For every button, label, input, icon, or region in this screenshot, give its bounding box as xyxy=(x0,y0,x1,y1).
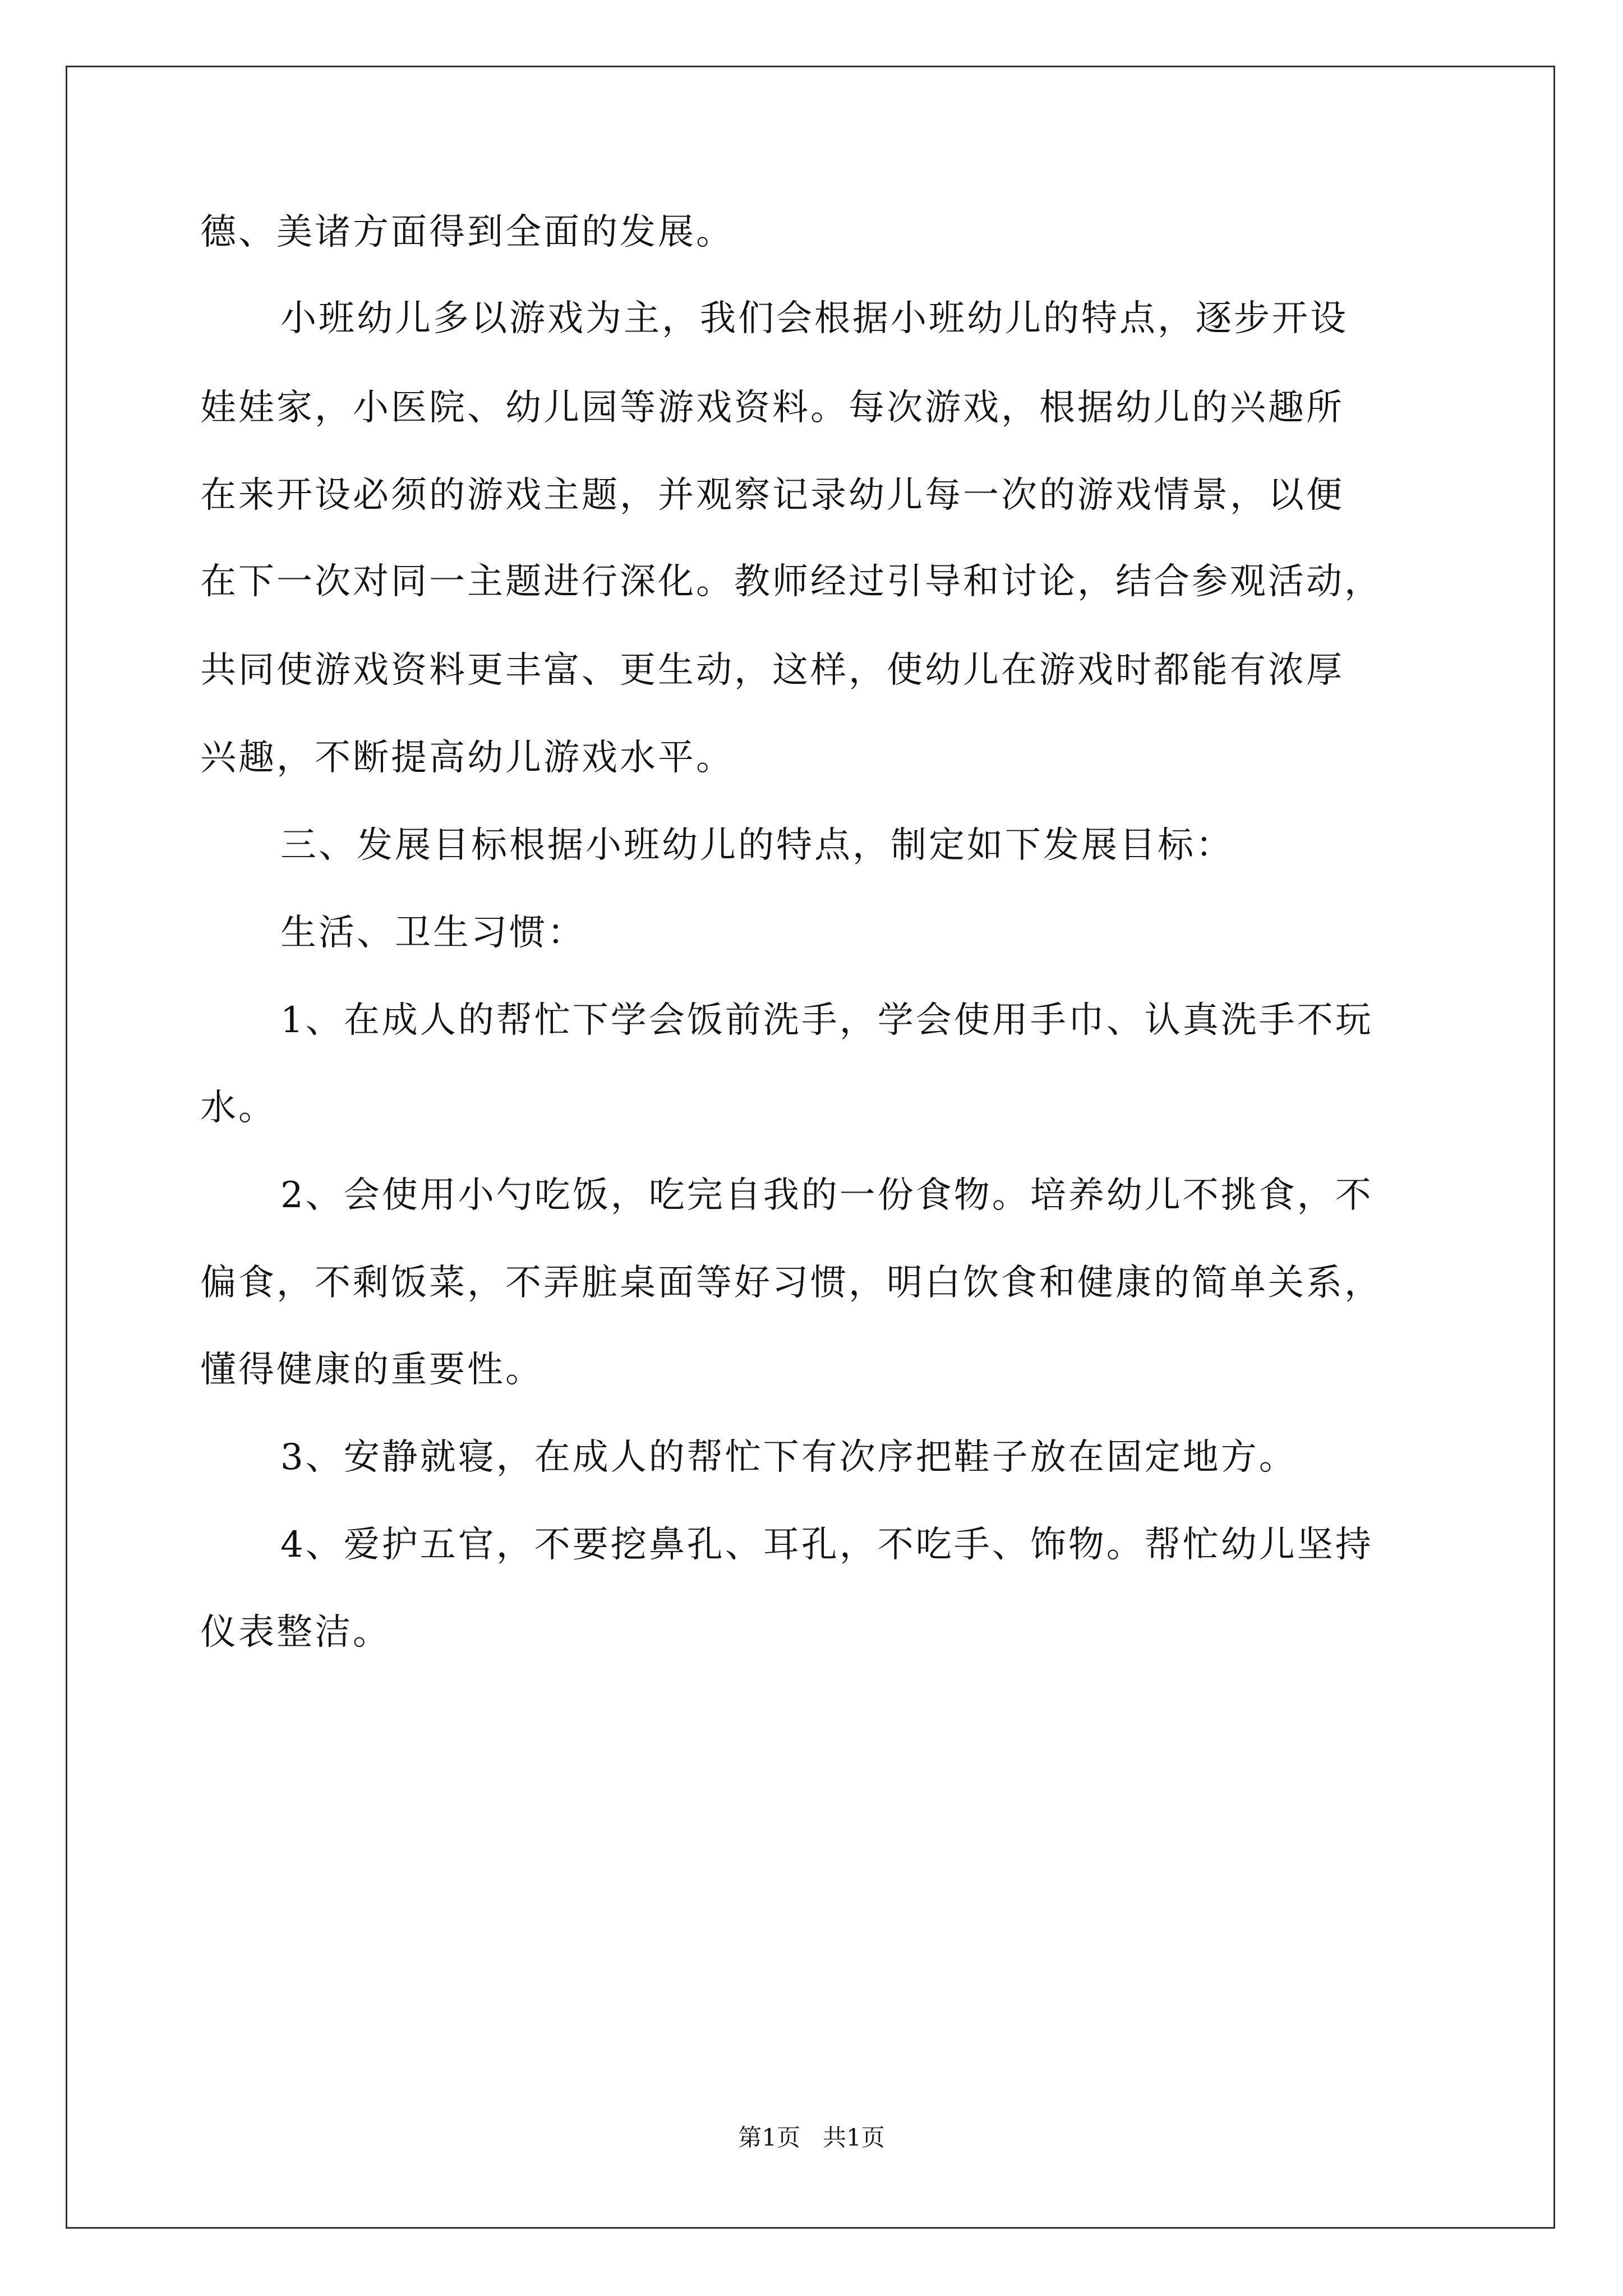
text-line-3: 娃娃家，小医院、幼儿园等游戏资料。每次游戏，根据幼儿的兴趣所 xyxy=(200,387,1344,429)
page-footer: 第1页 共1页 xyxy=(738,2124,885,2151)
text-line-16: 4、爱护五官，不要挖鼻孔、耳孔，不吃手、饰物。帮忙幼儿坚持 xyxy=(280,1524,1373,1566)
text-line-1: 德、美诸方面得到全面的发展。 xyxy=(200,211,734,253)
text-line-6: 共同使游戏资料更丰富、更生动，这样，使幼儿在游戏时都能有浓厚 xyxy=(200,650,1344,691)
text-line-4: 在来开设必须的游戏主题，并观察记录幼儿每一次的游戏情景，以便 xyxy=(200,475,1344,516)
text-line-2: 小班幼儿多以游戏为主，我们会根据小班幼儿的特点，逐步开设 xyxy=(280,298,1348,339)
text-line-5: 在下一次对同一主题进行深化。教师经过引导和讨论，结合参观活动， xyxy=(200,561,1382,602)
text-line-11: 水。 xyxy=(200,1087,276,1129)
text-line-14: 懂得健康的重要性。 xyxy=(200,1349,543,1391)
text-line-12: 2、会使用小勺吃饭，吃完自我的一份食物。培养幼儿不挑食，不 xyxy=(280,1175,1373,1216)
text-line-17: 仪表整洁。 xyxy=(200,1612,391,1653)
text-line-8: 三、发展目标根据小班幼儿的特点，制定如下发展目标： xyxy=(280,825,1234,866)
text-line-13: 偏食，不剩饭菜，不弄脏桌面等好习惯，明白饮食和健康的简单关系， xyxy=(200,1262,1382,1304)
text-line-10: 1、在成人的帮忙下学会饭前洗手，学会使用手巾、认真洗手不玩 xyxy=(280,1000,1373,1041)
text-line-9: 生活、卫生习惯： xyxy=(280,912,585,954)
text-line-7: 兴趣，不断提高幼儿游戏水平。 xyxy=(200,737,734,779)
text-line-15: 3、安静就寝，在成人的帮忙下有次序把鞋子放在固定地方。 xyxy=(280,1437,1297,1478)
